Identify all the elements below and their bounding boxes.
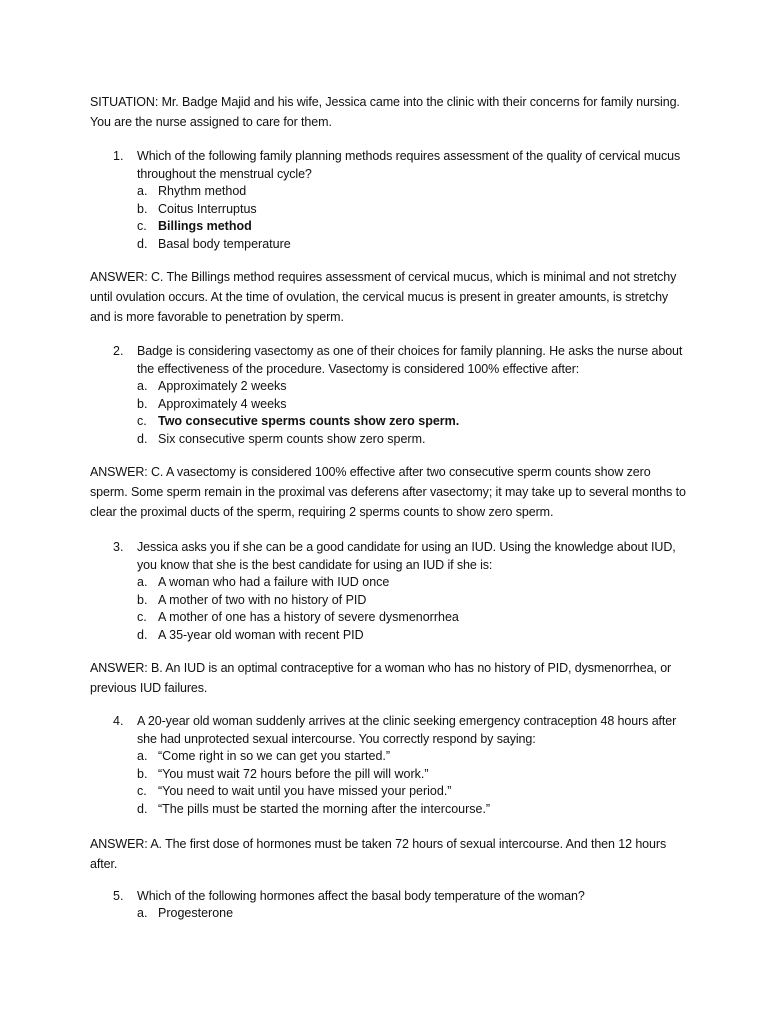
option-letter: d. xyxy=(137,431,148,446)
answer-paragraph: ANSWER: C. The Billings method requires assessment of cervical mucus, which is minimal and not stretchy until ovulation occurs. At the time of ovulation, the cervical mucus is present in greater amounts, is stretchy and is more favorable to penetration by sperm. xyxy=(90,270,677,324)
answer-paragraph: ANSWER: C. A vasectomy is considered 100% effective after two consecutive sperm counts show zero sperm. Some sperm remain in the proximal vas deferens after vasectomy; it may take up to several months to clear the proximal ducts of the sperm, requiring 2 sperms counts to show zero sperm. xyxy=(90,465,686,519)
option-letter: a. xyxy=(137,184,148,198)
option-text: Approximately 4 weeks xyxy=(158,396,287,411)
answer-paragraph: ANSWER: B. An IUD is an optimal contraceptive for a woman who has no history of PID, dysmenorrhea, or previous IUD failures. xyxy=(90,661,672,695)
situation-paragraph: SITUATION: Mr. Badge Majid and his wife, Jessica came into the clinic with their concerns for family nursing. You are the nurse assigned to care for them. xyxy=(90,95,680,129)
option-text: Progesterone xyxy=(158,906,234,920)
option-text: “You need to wait until you have missed your period.” xyxy=(158,784,452,798)
option-text: A mother of two with no history of PID xyxy=(158,592,367,607)
option-letter: c. xyxy=(137,219,147,233)
option-letter: b. xyxy=(137,766,148,781)
question-text: A 20-year old woman suddenly arrives at the clinic seeking emergency contraception 48 hours after she had unprotected sexual intercourse. You correctly respond by saying: xyxy=(137,714,677,746)
option-text: “The pills must be started the morning after the intercourse.” xyxy=(158,801,491,816)
question-number: 4. xyxy=(113,714,124,728)
option-text: Approximately 2 weeks xyxy=(158,379,287,393)
option-text: A 35-year old woman with recent PID xyxy=(158,627,364,642)
option-letter: b. xyxy=(137,396,148,411)
option-text: A woman who had a failure with IUD once xyxy=(158,575,390,589)
option-letter: d. xyxy=(137,627,148,642)
option-letter: a. xyxy=(137,379,148,393)
option-letter: c. xyxy=(137,610,147,624)
question-text: Jessica asks you if she can be a good candidate for using an IUD. Using the knowledge about IUD, you know that she is the best candidate for using an IUD if she is: xyxy=(137,540,676,572)
option-letter: a. xyxy=(137,906,148,920)
option-text: Billings method xyxy=(158,219,252,233)
question-number: 5. xyxy=(113,889,124,903)
option-letter: d. xyxy=(137,801,148,816)
question-number: 1. xyxy=(113,149,124,163)
answer-paragraph: ANSWER: A. The first dose of hormones must be taken 72 hours of sexual intercourse. And then 12 hours after. xyxy=(90,837,667,871)
option-letter: c. xyxy=(137,414,147,428)
question-number: 3. xyxy=(113,540,124,554)
question-text: Which of the following family planning methods requires assessment of the quality of cervical mucus throughout the menstrual cycle? xyxy=(137,149,681,181)
option-text: “You must wait 72 hours before the pill will work.” xyxy=(158,766,429,781)
option-text: A mother of one has a history of severe dysmenorrhea xyxy=(158,610,459,624)
question-text: Which of the following hormones affect the basal body temperature of the woman? xyxy=(137,889,585,903)
option-text: Rhythm method xyxy=(158,184,247,198)
option-text: Basal body temperature xyxy=(158,236,291,251)
question-number: 2. xyxy=(113,344,124,358)
option-letter: a. xyxy=(137,575,148,589)
option-letter: d. xyxy=(137,236,148,251)
option-letter: b. xyxy=(137,592,148,607)
option-text: Coitus Interruptus xyxy=(158,201,257,216)
option-text: Six consecutive sperm counts show zero sperm. xyxy=(158,431,426,446)
option-text: Two consecutive sperms counts show zero sperm. xyxy=(158,414,460,428)
question-text: Badge is considering vasectomy as one of their choices for family planning. He asks the nurse about the effectiveness of the procedure. Vasectomy is considered 100% effective after: xyxy=(137,344,683,376)
option-letter: a. xyxy=(137,749,148,763)
option-text: “Come right in so we can get you started.” xyxy=(158,749,391,763)
option-letter: c. xyxy=(137,784,147,798)
option-letter: b. xyxy=(137,201,148,216)
